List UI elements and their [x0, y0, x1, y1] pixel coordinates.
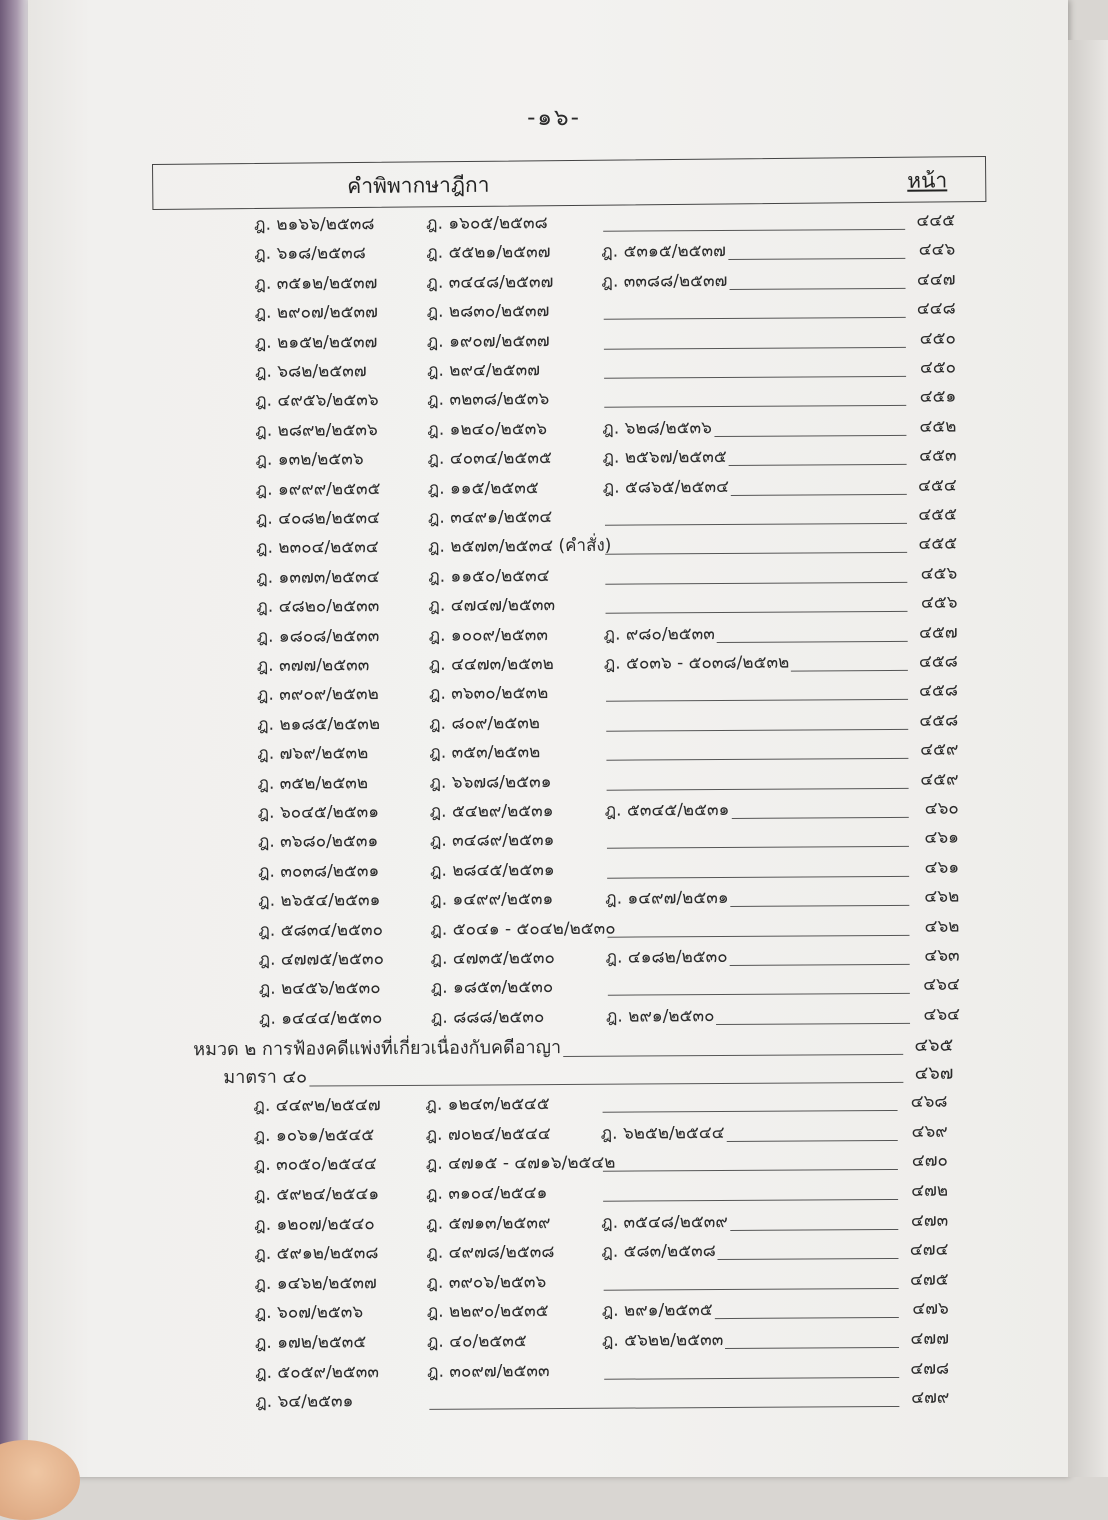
case-ref-1: ฎ. ๒๖๕๔/๒๕๓๑	[258, 890, 381, 912]
page-ref: ๔๕๗	[919, 622, 958, 643]
case-ref-2: ฎ. ๓๔๔๘/๒๕๓๗	[426, 271, 554, 293]
case-ref-1: ฎ. ๒๙๐๗/๒๕๓๗	[254, 302, 378, 324]
case-ref-2: ฎ. ๓๕๓/๒๕๓๒	[429, 742, 541, 763]
case-ref-2: ฎ. ๓๒๓๘/๒๕๓๖	[427, 389, 550, 411]
leader-line	[729, 288, 905, 290]
case-ref-2: ฎ. ๒๙๔/๒๕๓๗	[426, 360, 541, 381]
page-ref: ๔๕๑	[919, 386, 957, 408]
page-ref: ๔๗๙	[911, 1387, 950, 1409]
case-ref-1: ฎ. ๕๐๕๙/๒๕๓๓	[255, 1361, 380, 1383]
index-row	[255, 1387, 949, 1415]
article-page: ๔๖๗	[914, 1062, 954, 1085]
case-ref-2: ฎ. ๑๙๐๗/๒๕๓๗	[426, 330, 550, 352]
page-ref: ๔๖๒	[924, 886, 960, 907]
leader-line	[309, 1082, 903, 1087]
case-ref-3: ฎ. ๙๘๐/๒๕๓๓	[603, 623, 715, 645]
index-row	[255, 298, 956, 326]
page-ref: ๔๕๙	[920, 769, 959, 790]
index-row	[259, 1003, 960, 1031]
leader-line	[606, 758, 908, 761]
case-ref-2: ฎ. ๔๗๓๕/๒๕๓๐	[430, 948, 555, 969]
case-ref-2: ฎ. ๒๕๗๓/๒๕๓๔ (คำสั่ง)	[428, 536, 612, 558]
case-ref-1: ฎ. ๖๔/๒๕๓๑	[255, 1391, 354, 1413]
leader-line	[603, 229, 905, 232]
leader-line	[606, 729, 908, 732]
case-ref-3: ฎ. ๑๔๙๗/๒๕๓๑	[605, 888, 729, 909]
case-ref-1: ฎ. ๒๔๕๖/๒๕๓๐	[258, 978, 381, 1000]
case-ref-3: ฎ. ๖๒๕๒/๒๕๔๔	[600, 1122, 725, 1144]
page-ref: ๔๕๐	[919, 328, 956, 349]
page-ref: ๔๔๖	[918, 239, 956, 261]
page-ref: ๔๖๐	[924, 798, 959, 819]
case-ref-1: ฎ. ๖๐๗/๒๕๓๖	[254, 1302, 364, 1324]
case-ref-3: ฎ. ๕๓๔๕/๒๕๓๑	[604, 799, 730, 821]
index-row	[258, 827, 959, 855]
case-ref-1: ฎ. ๕๙๑๒/๒๕๓๘	[254, 1243, 379, 1265]
page-ref: ๔๕๒	[919, 416, 957, 437]
case-ref-1: ฎ. ๑๔๔๔/๒๕๓๐	[258, 1007, 383, 1029]
case-ref-2: ฎ. ๔๐๓๔/๒๕๓๕	[427, 448, 552, 470]
leader-line	[606, 699, 908, 702]
case-ref-2: ฎ. ๖๖๗๘/๒๕๓๑	[429, 771, 552, 793]
index-row	[257, 651, 958, 679]
header-page-label: หน้า	[907, 168, 948, 193]
leader-line	[607, 787, 909, 790]
case-ref-1: ฎ. ๔๔๙๒/๒๕๔๗	[253, 1095, 381, 1117]
article-heading	[223, 1063, 953, 1091]
article-title: มาตรา ๔๐	[223, 1066, 308, 1089]
leader-line	[608, 993, 910, 996]
leader-line	[603, 1110, 898, 1113]
case-ref-2: ฎ. ๔๗๔๗/๒๕๓๓	[428, 595, 556, 616]
case-ref-1: ฎ. ๖๑๘/๒๕๓๘	[254, 243, 366, 265]
case-ref-2: ฎ. ๑๒๔๐/๒๕๓๖	[427, 418, 548, 440]
page-ref: ๔๖๘	[910, 1091, 948, 1113]
leader-line	[714, 435, 906, 437]
index-row	[255, 1268, 949, 1296]
index-row	[256, 562, 957, 590]
case-ref-3: ฎ. ๒๙๑/๒๕๓๕	[601, 1300, 713, 1322]
page-number: -๑๖-	[527, 105, 581, 131]
page-ref: ๔๗๕	[910, 1269, 949, 1290]
leader-line	[725, 1347, 899, 1349]
case-ref-1: ฎ. ๒๑๕๒/๒๕๓๗	[254, 331, 378, 353]
case-ref-2: ฎ. ๓๖๓๐/๒๕๓๒	[428, 683, 549, 705]
case-ref-1: ฎ. ๓๐๕๐/๒๕๔๔	[253, 1154, 377, 1176]
index-row	[257, 621, 958, 649]
case-ref-2: ฎ. ๑๑๕/๒๕๓๕	[427, 477, 539, 499]
index-row	[254, 1239, 948, 1267]
index-row	[254, 239, 955, 267]
index-row	[255, 1298, 949, 1326]
page-ref: ๔๕๖	[920, 563, 958, 584]
section-title: หมวด ๒ การฟ้องคดีแพ่งที่เกี่ยวเนื่องกับคดีอาญา	[193, 1037, 562, 1061]
case-ref-1: ฎ. ๓๕๑๒/๒๕๓๗	[254, 272, 378, 294]
index-row	[254, 268, 955, 296]
leader-line	[730, 964, 910, 966]
index-row	[255, 415, 956, 443]
case-ref-2: ฎ. ๑๔๙๙/๒๕๓๑	[430, 889, 554, 910]
case-ref-2: ฎ. ๕๐๔๑ - ๕๐๔๒/๒๕๓๐	[430, 918, 616, 940]
case-ref-3: ฎ. ๕๖๒๒/๒๕๓๓	[601, 1330, 724, 1351]
page-ref: ๔๔๗	[916, 269, 956, 290]
page-ref: ๔๗๘	[910, 1358, 950, 1379]
case-ref-1: ฎ. ๑๒๐๗/๒๕๔๐	[254, 1213, 375, 1235]
case-ref-1: ฎ. ๓๕๒/๒๕๓๒	[257, 772, 369, 794]
case-ref-1: ฎ. ๑๓๒/๒๕๓๖	[255, 449, 364, 471]
case-ref-2: ฎ. ๒๒๙๐/๒๕๓๕	[426, 1301, 549, 1323]
case-ref-2: ฎ. ๒๘๔๕/๒๕๓๑	[430, 859, 555, 881]
case-ref-1: ฎ. ๔๐๘๒/๒๕๓๔	[255, 508, 381, 529]
index-row	[256, 445, 957, 473]
page-ref: ๔๕๐	[919, 357, 957, 378]
case-ref-2: ฎ. ๑๐๐๙/๒๕๓๓	[428, 624, 548, 646]
case-ref-1: ฎ. ๔๘๒๐/๒๕๓๓	[256, 596, 380, 618]
leader-line	[607, 846, 909, 849]
page-ref: ๔๖๙	[911, 1121, 948, 1142]
index-row	[258, 856, 959, 884]
leader-line	[731, 817, 908, 819]
case-ref-2: ฎ. ๕๗๑๓/๒๕๓๙	[426, 1212, 551, 1234]
index-row	[258, 886, 959, 914]
case-ref-1: ฎ. ๒๘๙๒/๒๕๓๖	[255, 419, 378, 441]
page-ref: ๔๕๖	[920, 592, 958, 613]
index-row	[255, 357, 956, 385]
case-ref-2: ฎ. ๔๐/๒๕๓๕	[426, 1331, 527, 1352]
page-ref: ๔๔๕	[916, 210, 956, 231]
leader-line	[605, 582, 907, 585]
case-ref-2: ฎ. ๒๘๓๐/๒๕๓๗	[426, 301, 550, 323]
case-ref-3: ฎ. ๓๓๘๘/๒๕๓๗	[601, 270, 728, 292]
case-ref-2: ฎ. ๑๘๕๓/๒๕๓๐	[430, 977, 554, 999]
index-row	[253, 1091, 947, 1119]
case-ref-1: ฎ. ๑๙๙๙/๒๕๓๕	[255, 478, 381, 500]
case-ref-3: ฎ. ๒๙๑/๒๕๓๐	[605, 1005, 715, 1027]
case-ref-1: ฎ. ๑๓๗๓/๒๕๓๔	[256, 566, 380, 588]
leader-line	[604, 405, 906, 408]
index-row	[254, 1180, 948, 1208]
case-ref-2: ฎ. ๘๘๘/๒๕๓๐	[430, 1006, 545, 1028]
page-ref: ๔๕๕	[918, 533, 958, 555]
page-ref: ๔๖๒	[924, 916, 960, 937]
case-ref-3: ฎ. ๕๘๓/๒๕๓๘	[601, 1241, 716, 1262]
page-ref: ๔๗๔	[909, 1239, 949, 1261]
case-ref-2: ฎ. ๔๙๗๘/๒๕๓๘	[426, 1242, 555, 1264]
leader-line	[605, 523, 907, 526]
case-ref-1: ฎ. ๑๐๖๑/๒๕๔๕	[253, 1124, 375, 1146]
index-row	[257, 768, 958, 796]
index-row	[255, 1328, 949, 1356]
page-ref: ๔๕๙	[920, 739, 959, 760]
case-ref-2: ฎ. ๑๖๐๕/๒๕๓๘	[426, 213, 548, 234]
case-ref-1: ฎ. ๔๙๕๖/๒๕๓๖	[255, 390, 379, 412]
leader-line	[603, 1169, 898, 1172]
case-ref-1: ฎ. ๒๑๖๖/๒๕๓๘	[254, 214, 375, 235]
index-row	[259, 974, 960, 1002]
leader-line	[729, 464, 907, 466]
case-ref-2: ฎ. ๓๔๙๑/๒๕๓๔	[427, 507, 553, 528]
page-ref: ๔๕๓	[919, 445, 957, 466]
case-ref-3: ฎ. ๒๕๖๗/๒๕๓๕	[602, 447, 727, 468]
index-row	[256, 533, 957, 561]
page-ref: ๔๖๑	[924, 827, 959, 849]
case-ref-1: ฎ. ๓๖๘๐/๒๕๓๑	[257, 831, 379, 853]
leader-line	[604, 346, 906, 349]
case-ref-3: ฎ. ๕๘๖๕/๒๕๓๔	[602, 476, 729, 498]
case-ref-2: ฎ. ๓๐๙๗/๒๕๓๓	[427, 1360, 550, 1382]
leader-line	[717, 640, 908, 642]
case-ref-1: ฎ. ๒๓๐๔/๒๕๓๔	[256, 537, 379, 559]
section-heading	[193, 1035, 953, 1064]
index-row	[259, 945, 960, 973]
leader-line	[604, 1288, 899, 1291]
leader-line	[604, 317, 906, 320]
leader-line	[563, 1054, 903, 1057]
index-row	[256, 592, 957, 620]
page-ref: ๔๕๕	[918, 504, 957, 525]
case-ref-2: ฎ. ๗๐๒๔/๒๕๔๔	[425, 1123, 551, 1145]
section-page: ๔๖๕	[914, 1034, 954, 1057]
page-ref: ๔๕๘	[918, 651, 958, 672]
case-ref-2: ฎ. ๔๗๑๕ - ๔๗๑๖/๒๕๔๒	[425, 1153, 616, 1175]
index-row	[254, 1150, 948, 1178]
case-ref-2: ฎ. ๔๔๗๓/๒๕๓๒	[428, 654, 554, 675]
page-ref: ๔๕๘	[919, 710, 959, 731]
case-ref-1: ฎ. ๕๙๒๔/๒๕๔๑	[254, 1184, 380, 1205]
page-ref: ๔๖๔	[923, 1004, 961, 1025]
case-ref-1: ฎ. ๑๔๖๒/๒๕๓๗	[254, 1272, 377, 1294]
index-row	[254, 210, 955, 238]
page-ref: ๔๗๖	[912, 1299, 949, 1320]
case-ref-3: ฎ. ๕๐๓๖ - ๕๐๓๘/๒๕๓๒	[603, 652, 790, 674]
page-ref: ๔๖๑	[924, 857, 960, 878]
leader-line	[731, 905, 910, 907]
case-ref-1: ฎ. ๓๗๗/๒๕๓๓	[256, 655, 370, 676]
index-row	[255, 386, 956, 414]
leader-line	[606, 611, 908, 614]
leader-line	[604, 1377, 899, 1380]
page-ref: ๔๗๒	[911, 1180, 949, 1201]
case-ref-1: ฎ. ๖๘๒/๒๕๓๗	[254, 361, 367, 382]
index-row	[254, 1120, 948, 1148]
case-ref-3: ฎ. ๕๓๑๕/๒๕๓๗	[601, 241, 726, 263]
leader-line	[603, 1199, 898, 1202]
case-ref-1: ฎ. ๑๗๒/๒๕๓๕	[254, 1332, 367, 1353]
case-ref-2: ฎ. ๑๒๔๓/๒๕๔๕	[425, 1094, 550, 1116]
case-ref-2: ฎ. ๕๔๒๙/๒๕๓๑	[429, 801, 554, 822]
index-row	[255, 1357, 949, 1385]
leader-line	[605, 552, 907, 555]
leader-line	[715, 1317, 899, 1319]
index-row	[256, 474, 957, 502]
index-row	[257, 739, 958, 767]
leader-line	[429, 1406, 899, 1410]
case-ref-2: ฎ. ๓๙๐๖/๒๕๓๖	[426, 1271, 547, 1293]
leader-line	[717, 1023, 911, 1025]
case-ref-1: ฎ. ๓๐๓๘/๒๕๓๑	[258, 860, 380, 882]
case-ref-1: ฎ. ๗๖๙/๒๕๓๒	[257, 743, 369, 765]
index-row	[254, 1209, 948, 1237]
page-ref: ๔๕๔	[918, 475, 957, 496]
case-ref-3: ฎ. ๓๕๔๘/๒๕๓๙	[601, 1211, 728, 1233]
index-row	[258, 798, 959, 826]
index-row	[258, 915, 959, 943]
case-ref-3: ฎ. ๔๑๘๒/๒๕๓๐	[605, 946, 728, 968]
case-ref-1: ฎ. ๖๐๔๕/๒๕๓๑	[257, 802, 380, 823]
leader-line	[607, 934, 909, 937]
index-row	[257, 709, 958, 737]
index-row	[257, 680, 958, 708]
leader-line	[604, 376, 906, 379]
case-ref-1: ฎ. ๕๘๓๔/๒๕๓๐	[258, 919, 384, 941]
page-ref: ๔๕๘	[919, 680, 959, 702]
case-ref-1: ฎ. ๓๙๐๙/๒๕๓๒	[256, 684, 379, 706]
leader-line	[727, 1140, 898, 1142]
case-ref-3: ฎ. ๖๒๘/๒๕๓๖	[602, 417, 713, 439]
leader-line	[728, 258, 905, 260]
page-ref: ๔๗๓	[910, 1210, 949, 1231]
case-ref-1: ฎ. ๒๑๘๕/๒๕๓๒	[257, 713, 381, 735]
leader-line	[607, 876, 909, 879]
leader-line	[718, 1258, 899, 1260]
page-ref: ๔๖๓	[924, 945, 960, 966]
index-row	[256, 504, 957, 532]
page-ref: ๔๔๘	[916, 298, 956, 320]
case-ref-2: ฎ. ๘๐๙/๒๕๓๒	[429, 712, 541, 734]
case-ref-1: ฎ. ๔๗๗๕/๒๕๓๐	[258, 949, 385, 970]
case-ref-2: ฎ. ๓๔๘๙/๒๕๓๑	[429, 830, 555, 852]
leader-line	[791, 670, 908, 672]
case-ref-1: ฎ. ๑๘๐๘/๒๕๓๓	[256, 625, 380, 647]
page-ref: ๔๗๐	[911, 1151, 948, 1172]
leader-line	[731, 493, 907, 495]
case-ref-2: ฎ. ๕๕๒๑/๒๕๓๗	[426, 242, 551, 264]
index-row	[255, 327, 956, 355]
page-ref: ๔๖๔	[923, 974, 960, 996]
header-title: คำพิพากษาฎีกา	[347, 172, 490, 199]
case-ref-2: ฎ. ๓๑๐๔/๒๕๔๑	[426, 1183, 548, 1204]
page-ref: ๔๗๗	[910, 1328, 950, 1349]
leader-line	[730, 1229, 898, 1231]
case-ref-2: ฎ. ๑๑๕๐/๒๕๓๔	[428, 565, 550, 587]
